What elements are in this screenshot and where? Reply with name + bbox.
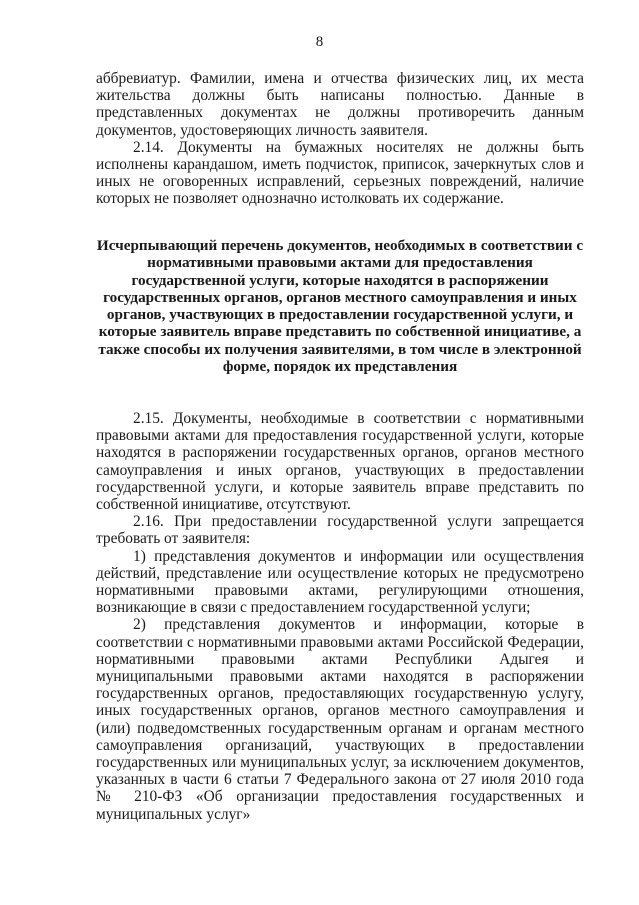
- paragraph-2-16: 2.16. При предоставлении государственной услуги запрещается требовать от заявителя:: [96, 513, 584, 548]
- paragraph-2-14: 2.14. Документы на бумажных носителях не должны быть исполнены карандашом, иметь подчисток, приписок, зачеркнутых слов и иных не оговоренных исправлений, серьезных повреждений, наличие которых не позволяет однозначно истолковать их содержание.: [96, 138, 584, 208]
- paragraph-2-15: 2.15. Документы, необходимые в соответствии с нормативными правовыми актами для предоставления государственной услуги, которые находятся в распоряжении государственных органов, органов местного самоуправления и иных органов, участвующих в предоставлении государственной услуги, и которые заявитель вправе представить по собственной инициативе, отсутствуют.: [96, 410, 584, 514]
- section-heading: Исчерпывающий перечень документов, необходимых в соответствии с нормативными правовыми актами для предоставления государственной услуги, которые находятся в распоряжении государственных органов, органов местного самоуправления и иных органов, участвующих в предоставлении государственной услуги, и которые заявитель вправе представить по собственной инициативе, а также способы их получения заявителями, в том числе в электронной форме, порядок их представления: [96, 237, 584, 376]
- paragraph-item-1: 1) представления документов и информации или осуществления действий, представление или осуществление которых не предусмотрено нормативными правовыми актами, регулирующими отношения, возникающие в связи с предоставлением государственной услуги;: [96, 547, 584, 617]
- page-number: 8: [315, 34, 324, 50]
- paragraph-abbreviations: аббревиатур. Фамилии, имена и отчества физических лиц, их места жительства должны быть написаны полностью. Данные в представленных документах не должны противоречить данным документов, удостоверяющих личность заявителя.: [96, 70, 584, 139]
- text-block-top: [96, 70, 584, 208]
- text-block-bottom: [96, 410, 584, 823]
- paragraph-item-2: 2) представления документов и информации, которые в соответствии с нормативными правовыми актами Российской Федерации, нормативными правовыми актами Республики Адыгея и муниципальными правовыми актами находятся в распоряжении государственных органов, предоставляющих государственную услугу, иных государственных органов, органов местного самоуправления и (или) подведомственных государственным органам и органам местного самоуправления организаций, участвующих в предоставлении государственных или муниципальных услуг, за исключением документов, указанных в части 6 статьи 7 Федерального закона от 27 июля 2010 года № 210-ФЗ «Об организации предоставления государственных и муниципальных услуг»: [96, 616, 584, 823]
